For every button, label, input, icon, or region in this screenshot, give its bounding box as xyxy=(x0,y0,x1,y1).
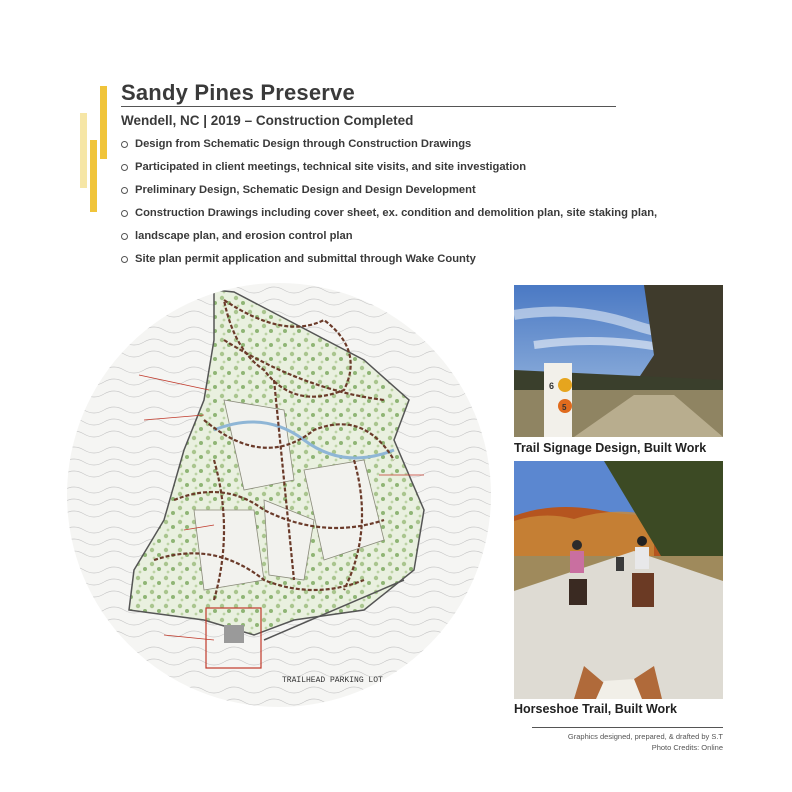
page-title: Sandy Pines Preserve xyxy=(121,80,355,105)
scope-item: Design from Schematic Design through Construction Drawings xyxy=(121,133,721,156)
scope-item-continuation: landscape plan, and erosion control plan xyxy=(121,225,721,248)
site-plan-graphic xyxy=(64,280,494,710)
scope-list xyxy=(121,133,721,271)
sign-number-6: 6 xyxy=(549,381,555,391)
sign-number-5: 5 xyxy=(562,403,567,412)
scope-item: Preliminary Design, Schematic Design and Design Development xyxy=(121,179,721,202)
scope-item: Site plan permit application and submittal through Wake County xyxy=(121,248,721,271)
scope-item: Participated in client meetings, technical site visits, and site investigation xyxy=(121,156,721,179)
horseshoe-trail-photo xyxy=(514,461,723,699)
site-plan-svg xyxy=(64,280,494,710)
graphics-credit: Graphics designed, prepared, & drafted by S.T xyxy=(567,732,723,741)
parking-lot-label: TRAILHEAD PARKING LOT xyxy=(282,676,383,685)
project-subtitle: Wendell, NC | 2019 – Construction Completed xyxy=(121,113,414,128)
photo-credit: Photo Credits: Online xyxy=(651,743,723,752)
horseshoe-caption: Horseshoe Trail, Built Work xyxy=(514,702,678,716)
title-divider xyxy=(121,106,616,107)
credit-divider xyxy=(532,727,723,728)
accent-bar-main xyxy=(100,86,107,159)
accent-bar-short xyxy=(90,140,97,212)
trail-signage-photo xyxy=(514,285,723,437)
scope-item: Construction Drawings including cover sheet, ex. condition and demolition plan, site staking plan, xyxy=(121,202,721,225)
accent-bar-light xyxy=(80,113,87,188)
signage-caption: Trail Signage Design, Built Work xyxy=(514,441,707,455)
